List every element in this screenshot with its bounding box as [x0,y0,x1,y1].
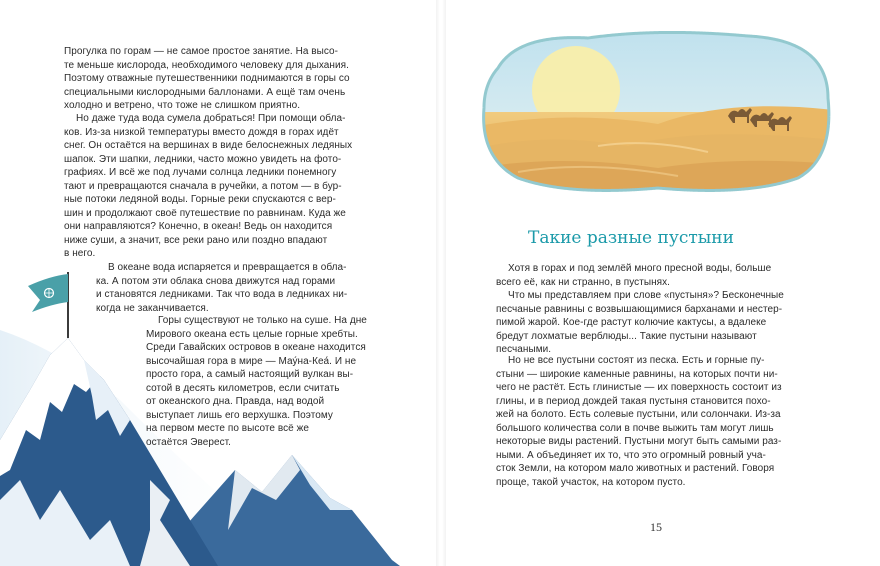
text-line: шин и продолжают своё путешествие по равнинам. Куда же [64,207,346,219]
text-line: Что мы представляем при слове «пустыня»? Бесконечные [508,290,784,301]
page-number: 15 [650,520,662,534]
text-line: шапок. Эти шапки, ледники, часто можно увидеть на фото- [64,153,342,165]
text-line: ниже суши, а значит, все реки рано или поздно впадают [64,234,328,246]
text-line: остаётся Эверест. [146,436,231,448]
text-line: от океанского дна. Правда, над водой [146,396,325,407]
right-paragraph-2 [496,289,784,357]
desert-illustration [478,28,834,196]
text-line: ными. А объединяет их то, что это огромный ровный уча- [496,449,766,461]
text-line: жей на болото. Есть солевые пустыни, или солончаки. Из-за [496,409,781,420]
text-line: стыни — широкие каменные равнины, на которых почти ни- [496,368,778,380]
text-line: Горы существуют не только на суше. На дне [158,315,367,326]
text-line: снег. Он остаётся на вершинах в виде белоснежных ледяных [64,140,353,151]
text-line: просто гора, а самый настоящий вулкан вы- [146,369,354,380]
text-line: Хотя в горах и под землёй много пресной воды, больше [508,263,772,274]
text-line: холодно и ветрено, что тоже не слишком приятно. [64,100,301,111]
left-paragraph-3 [96,261,347,315]
flag-icon [28,274,68,312]
text-line: специальными кислородными баллонами. А ещё там очень [64,86,346,98]
text-line: графиях. И всё же под лучами солнца ледники понемногу [64,167,337,178]
text-line: глины, и в период дождей такая пустыня становится похо- [496,395,771,407]
text-line: всего её, как ни странно, в пустынях. [496,276,670,288]
left-paragraph-1 [64,45,350,113]
text-line: выступает лишь его верхушка. Поэтому [146,409,333,421]
text-line: и становятся ледниками. Так что вода в ледниках ни- [96,289,348,300]
text-line: чего не растёт. Есть глинистые — их поверхность состоит из [496,382,782,393]
text-line: тают и превращаются сначала в ручейки, а потом — в бур- [64,180,342,192]
text-line: сотой в десять километров, если считать [146,382,340,394]
left-paragraph-4 [146,314,367,449]
section-heading: Такие разные пустыни [528,228,734,248]
text-line: ка. А потом эти облака снова движутся над горами [96,275,336,287]
text-line: пимой жарой. Кое-где растут колючие кактусы, а вдалеке [496,317,767,328]
text-line: бредут лохматые верблюды... Такие пустыни называют [496,330,757,342]
text-line: на первом месте по высоте всё же [146,423,309,434]
text-line: Прогулка по горам — не самое простое занятие. На высо- [64,46,339,57]
text-line: высочайшая гора в мире — Мау́на-Кеа́. И не [146,355,357,367]
text-line: большого количества соли в почве выжить там могут лишь [496,422,774,434]
left-paragraph-2 [64,112,352,261]
text-line: Мирового океана есть целые горные хребты. [146,328,358,340]
text-line: песчаными. [496,344,552,355]
text-line: сток Земли, на котором мало животных и растений. Говоря [496,463,775,474]
text-line: они направляются? Конечно, в океан! Ведь он находится [64,221,333,232]
right-paragraph-3 [496,354,782,489]
text-line: Но не все пустыни состоят из песка. Есть и горные пу- [508,355,765,366]
text-line: те меньше кислорода, необходимого человеку для дыхания. [64,59,349,71]
text-line: проще, такой участок, на котором пусто. [496,476,686,488]
text-line: песчаные равнины с возвышающимися барханами и нестер- [496,303,783,315]
text-line: Среди Гавайских островов в океане находится [146,342,366,353]
text-line: когда не заканчивается. [96,302,209,314]
text-line: некоторые виды растений. Пустыни могут быть самыми раз- [496,436,782,447]
text-line: в него. [64,248,96,259]
text-line: В океане вода испаряется и превращается в обла- [108,262,347,273]
right-paragraph-1 [496,262,771,289]
text-line: Но даже туда вода сумела добраться! При помощи обла- [76,113,346,124]
text-line: ные потоки ледяной воды. Горные реки спускаются с вер- [64,194,336,205]
book-gutter [436,0,446,566]
text-line: ков. Из-за низкой температуры вместо дождя в горах идёт [64,126,339,138]
text-line: Поэтому отважные путешественники поднимаются в горы со [64,73,350,84]
